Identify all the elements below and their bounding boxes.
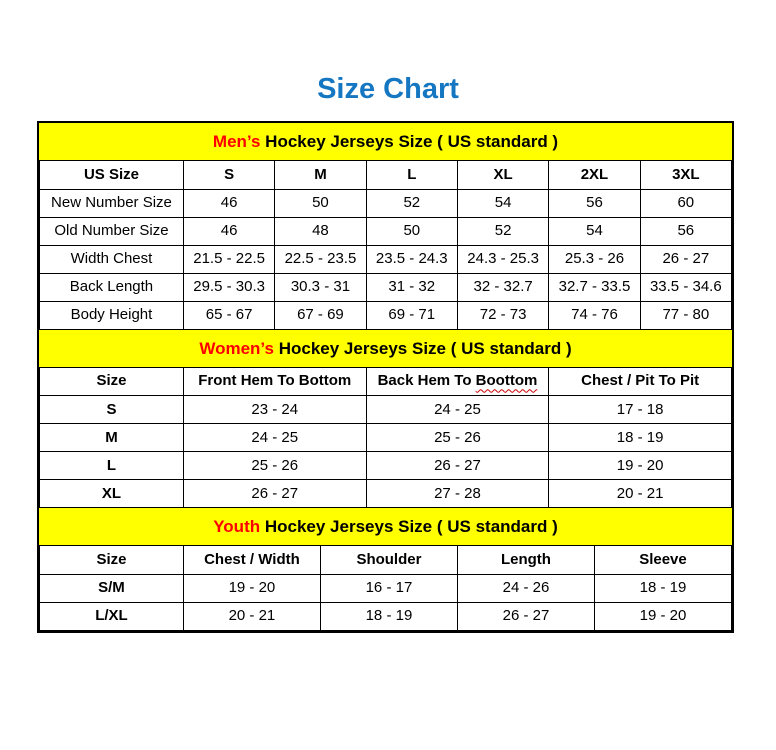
table-row bbox=[40, 301, 732, 329]
cell-value: 56 bbox=[640, 217, 731, 245]
column-header-text: Back Hem To bbox=[377, 372, 476, 390]
womens-section-accent: Women’s bbox=[199, 338, 274, 358]
cell-value: 23.5 - 24.3 bbox=[366, 245, 457, 273]
column-header: Chest / Width bbox=[183, 546, 320, 574]
cell-value: 19 - 20 bbox=[183, 574, 320, 602]
cell-value: 24 - 25 bbox=[366, 396, 549, 424]
cell-value: 29.5 - 30.3 bbox=[183, 273, 274, 301]
row-label: L bbox=[40, 452, 184, 480]
row-label: Back Length bbox=[40, 273, 184, 301]
womens-section-banner bbox=[39, 330, 732, 368]
youth-section-title: Hockey Jerseys Size ( US standard ) bbox=[260, 517, 558, 536]
cell-value: 46 bbox=[183, 189, 274, 217]
cell-value: 19 - 20 bbox=[594, 602, 731, 630]
cell-value: 17 - 18 bbox=[549, 396, 732, 424]
cell-value: 25 - 26 bbox=[183, 452, 366, 480]
cell-value: 26 - 27 bbox=[183, 480, 366, 508]
column-header: Sleeve bbox=[594, 546, 731, 574]
column-header: Size bbox=[40, 546, 184, 574]
cell-value: 65 - 67 bbox=[183, 301, 274, 329]
column-header: XL bbox=[457, 161, 548, 189]
cell-value: 33.5 - 34.6 bbox=[640, 273, 731, 301]
cell-value: 31 - 32 bbox=[366, 273, 457, 301]
cell-value: 52 bbox=[457, 217, 548, 245]
table-row bbox=[40, 452, 732, 480]
column-header: Length bbox=[457, 546, 594, 574]
row-label: XL bbox=[40, 480, 184, 508]
column-header: M bbox=[275, 161, 366, 189]
size-chart bbox=[37, 121, 734, 633]
row-label: Old Number Size bbox=[40, 217, 184, 245]
cell-value: 22.5 - 23.5 bbox=[275, 245, 366, 273]
cell-value: 48 bbox=[275, 217, 366, 245]
womens-section-title: Hockey Jerseys Size ( US standard ) bbox=[273, 338, 572, 358]
cell-value: 50 bbox=[366, 217, 457, 245]
cell-value: 24.3 - 25.3 bbox=[457, 245, 548, 273]
cell-value: 25.3 - 26 bbox=[549, 245, 640, 273]
table-row bbox=[40, 189, 732, 217]
cell-value: 60 bbox=[640, 189, 731, 217]
row-label: Body Height bbox=[40, 301, 184, 329]
spellcheck-squiggle-word: Boottom bbox=[475, 372, 538, 390]
cell-value: 56 bbox=[549, 189, 640, 217]
table-row bbox=[40, 245, 732, 273]
cell-value: 16 - 17 bbox=[320, 574, 457, 602]
youth-section-banner bbox=[39, 508, 732, 546]
table-row bbox=[40, 602, 732, 630]
table-row bbox=[40, 480, 732, 508]
row-label: S bbox=[40, 396, 184, 424]
womens-size-table bbox=[39, 368, 732, 509]
cell-value: 24 - 26 bbox=[457, 574, 594, 602]
cell-value: 74 - 76 bbox=[549, 301, 640, 329]
column-header: 3XL bbox=[640, 161, 731, 189]
cell-value: 26 - 27 bbox=[366, 452, 549, 480]
cell-value: 25 - 26 bbox=[366, 424, 549, 452]
table-row bbox=[40, 424, 732, 452]
cell-value: 32.7 - 33.5 bbox=[549, 273, 640, 301]
table-row bbox=[40, 574, 732, 602]
column-header: 2XL bbox=[549, 161, 640, 189]
cell-value: 50 bbox=[275, 189, 366, 217]
cell-value: 54 bbox=[549, 217, 640, 245]
column-header: US Size bbox=[40, 161, 184, 189]
row-label: S/M bbox=[40, 574, 184, 602]
cell-value: 72 - 73 bbox=[457, 301, 548, 329]
mens-size-table bbox=[39, 161, 732, 330]
cell-value: 26 - 27 bbox=[457, 602, 594, 630]
cell-value: 52 bbox=[366, 189, 457, 217]
mens-header-row bbox=[40, 161, 732, 189]
column-header-misspelled bbox=[366, 368, 549, 396]
cell-value: 67 - 69 bbox=[275, 301, 366, 329]
row-label: Width Chest bbox=[40, 245, 184, 273]
table-row bbox=[40, 273, 732, 301]
youth-header-row bbox=[40, 546, 732, 574]
column-header: S bbox=[183, 161, 274, 189]
column-header: L bbox=[366, 161, 457, 189]
cell-value: 69 - 71 bbox=[366, 301, 457, 329]
row-label: L/XL bbox=[40, 602, 184, 630]
cell-value: 18 - 19 bbox=[320, 602, 457, 630]
cell-value: 21.5 - 22.5 bbox=[183, 245, 274, 273]
cell-value: 46 bbox=[183, 217, 274, 245]
cell-value: 32 - 32.7 bbox=[457, 273, 548, 301]
column-header: Shoulder bbox=[320, 546, 457, 574]
page-title: Size Chart bbox=[317, 73, 459, 105]
cell-value: 24 - 25 bbox=[183, 424, 366, 452]
column-header: Chest / Pit To Pit bbox=[549, 368, 732, 396]
table-row bbox=[40, 217, 732, 245]
cell-value: 18 - 19 bbox=[594, 574, 731, 602]
cell-value: 27 - 28 bbox=[366, 480, 549, 508]
row-label: M bbox=[40, 424, 184, 452]
row-label: New Number Size bbox=[40, 189, 184, 217]
cell-value: 19 - 20 bbox=[549, 452, 732, 480]
cell-value: 20 - 21 bbox=[549, 480, 732, 508]
youth-size-table bbox=[39, 546, 732, 631]
mens-section-banner bbox=[39, 123, 732, 161]
cell-value: 30.3 - 31 bbox=[275, 273, 366, 301]
column-header: Size bbox=[40, 368, 184, 396]
womens-header-row bbox=[40, 368, 732, 396]
cell-value: 20 - 21 bbox=[183, 602, 320, 630]
column-header: Front Hem To Bottom bbox=[183, 368, 366, 396]
cell-value: 23 - 24 bbox=[183, 396, 366, 424]
cell-value: 26 - 27 bbox=[640, 245, 731, 273]
cell-value: 77 - 80 bbox=[640, 301, 731, 329]
cell-value: 54 bbox=[457, 189, 548, 217]
table-row bbox=[40, 396, 732, 424]
mens-section-accent: Men’s bbox=[212, 132, 261, 151]
youth-section-accent: Youth bbox=[213, 517, 261, 536]
mens-section-title: Hockey Jerseys Size ( US standard ) bbox=[260, 132, 559, 151]
cell-value: 18 - 19 bbox=[549, 424, 732, 452]
